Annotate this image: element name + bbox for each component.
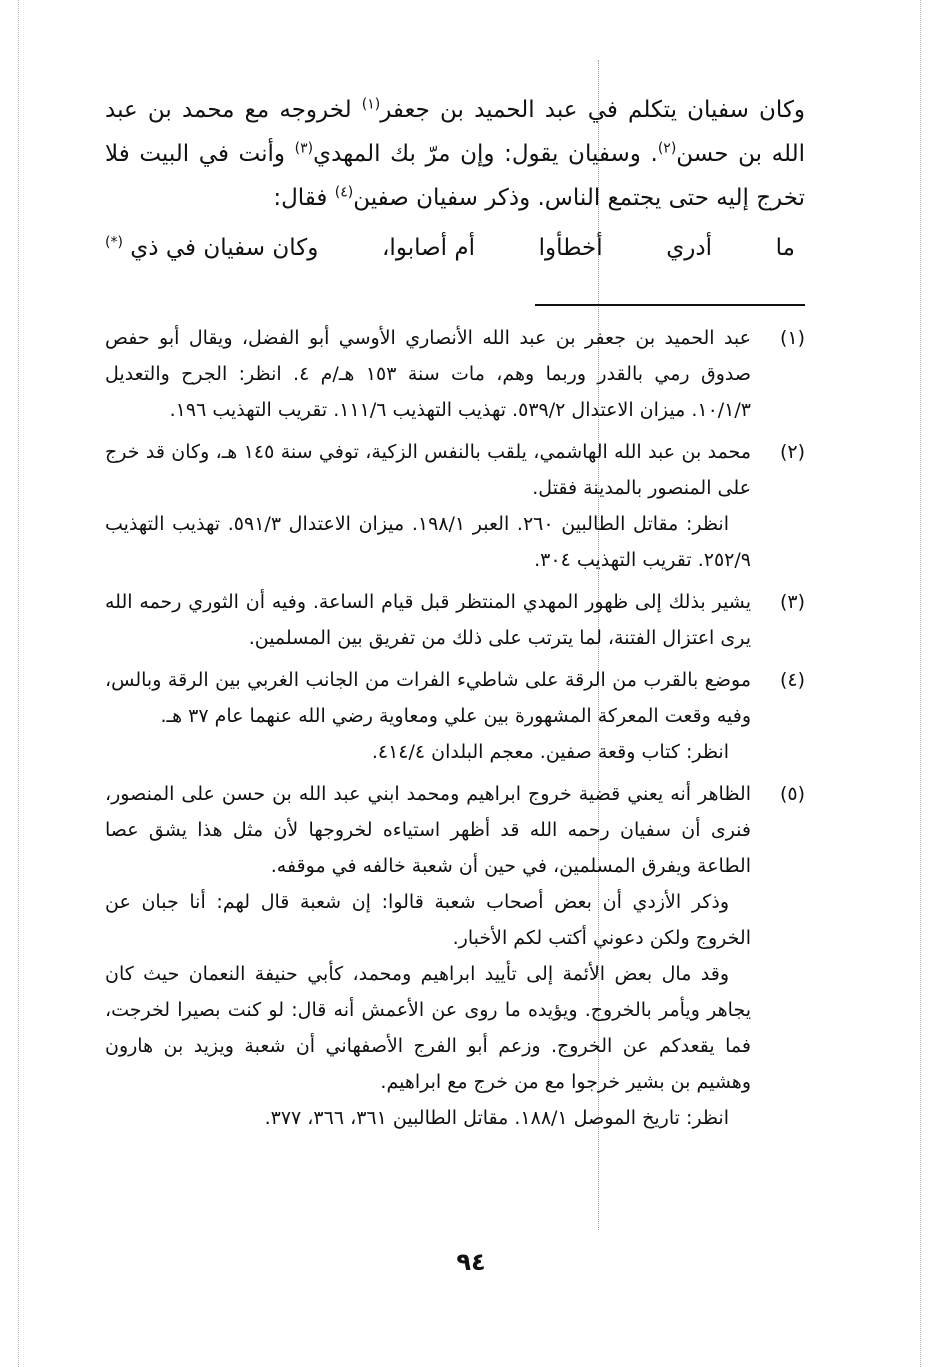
verse-word: أخطأوا [538,235,603,261]
verse-line [105,226,805,270]
scan-edge-right [920,0,921,1367]
footnote-reference: انظر: تاريخ الموصل ١٨٨/١. مقاتل الطالبين ٣٦١، ٣٦٦، ٣٧٧. [264,1107,729,1129]
footnote-separator [535,304,805,306]
footnote-body [105,320,751,428]
footnote-text: عبد الحميد بن جعفر بن عبد الله الأنصاري الأوسي أبو الفضل، ويقال أبو حفص صدوق رمي بالقدر وربما وهم، مات سنة ١٥٣ هـ/م ٤. انظر: الجرح والتعديل ١٠/١/٣. ميزان الاعتدال ٥٣٩/٢. تهذيب التهذيب ١١١/٦. تقريب التهذيب ١٩٦. [105,327,751,421]
footnote-marker-1: (١) [361,96,381,113]
footnote-marker-3: (٣) [294,140,314,157]
footnote-text: يشير بذلك إلى ظهور المهدي المنتظر قبل قيام الساعة. وفيه أن الثوري رحمه الله يرى اعتزال الفتنة، لما يترتب على ذلك من تفريق بين المسلمين. [105,591,751,649]
verse-word: أدري [666,235,713,261]
main-paragraph [105,88,805,220]
book-page [105,88,805,1142]
verse-word: ما [775,235,795,261]
page-number: ٩٤ [456,1248,486,1276]
footnote [105,320,805,428]
footnote-body [105,776,751,1136]
main-text-segment: . وسفيان يقول: وإن مرّ بك المهدي [313,141,658,167]
footnote-body [105,584,751,656]
footnotes [105,320,805,1136]
main-text-segment: وكان سفيان يتكلم في عبد الحميد بن جعفر [380,97,805,123]
footnote-number: (١) [779,327,805,349]
scan-edge-left [18,0,19,1367]
main-text-segment: لخروجه مع محمد بن عبد الله بن حسن [105,97,805,167]
footnote-marker-4: (٤) [334,184,354,201]
footnote-body [105,434,751,578]
footnote-text: الظاهر أنه يعني قضية خروج ابراهيم ومحمد ابني عبد الله بن حسن على المنصور، فنرى أن سفيان رحمه الله قد أظهر استياءه لخروجها لأن مثل هذا يشق عصا الطاعة ويفرق المسلمين، في حين أن شعبة خالفه في موقفه. [105,783,751,877]
footnote-reference: وذكر الأزدي أن بعض أصحاب شعبة قالوا: إن شعبة قال لهم: أنا جبان عن الخروج ولكن دعوني أكتب لكم الأخبار. [105,891,751,949]
footnote-number: (٢) [779,441,805,463]
footnote [105,662,805,770]
footnote-number: (٤) [779,669,805,691]
main-text-segment: فقال: [273,185,335,211]
footnote-marker-5: (*) [105,234,123,251]
footnote-marker-2: (٢) [657,140,677,157]
verse-word-text: وكان سفيان في ذي [130,235,319,261]
footnote-reference: انظر: مقاتل الطالبين ٢٦٠. العبر ١٩٨/١. ميزان الاعتدال ٥٩١/٣. تهذيب التهذيب ٢٥٢/٩. تقريب التهذيب ٣٠٤. [105,513,751,571]
verse-word: أم أصابوا، [382,235,475,261]
footnote-text: موضع بالقرب من الرقة على شاطيء الفرات من الجانب الغربي بين الرقة وبالس، وفيه وقعت المعركة المشهورة بين علي ومعاوية رضي الله عنهما عام ٣٧ هـ. [105,669,751,727]
main-text [105,88,805,220]
verse-word [105,226,318,270]
footnote-number: (٥) [779,783,805,805]
footnote-reference: انظر: كتاب وقعة صفين. معجم البلدان ٤١٤/٤. [371,741,729,763]
footnote-number: (٣) [779,591,805,613]
footnote [105,584,805,656]
footnote-text: محمد بن عبد الله الهاشمي، يلقب بالنفس الزكية، توفي سنة ١٤٥ هـ، وكان قد خرج على المنصور بالمدينة فقتل. [105,441,752,499]
footnote-body [105,662,751,770]
main-text-segment: وأنت في البيت فلا تخرج إليه حتى يجتمع الناس. وذكر سفيان صفين [105,141,805,211]
footnote [105,776,805,1136]
footnote-reference: وقد مال بعض الأئمة إلى تأييد ابراهيم ومحمد، كأبي حنيفة النعمان حيث كان يجاهر ويأمر بالخروج. ويؤيده ما روى عن الأعمش أنه قال: لو كنت بصيرا لخرجت، فما يقعدكم عن الخروج. وزعم أبو الفرج الأصفهاني أن شعبة ويزيد بن هارون وهشيم بن بشير خرجوا مع من خرج مع ابراهيم. [105,963,751,1093]
footnote [105,434,805,578]
